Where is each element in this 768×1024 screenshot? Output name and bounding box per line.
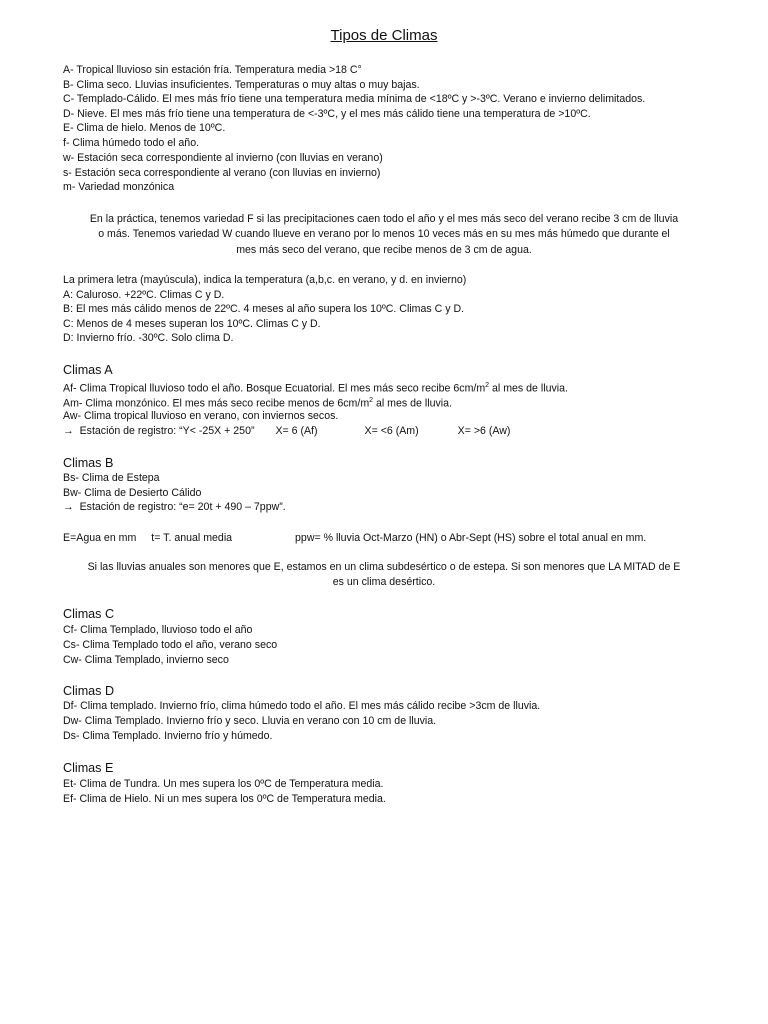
arrow-right-icon: →: [63, 501, 74, 513]
first-letter-line-1: La primera letra (mayúscula), indica la temperatura (a,b,c. en verano, y d. en invierno): [63, 274, 467, 286]
section-heading-climas-b: Climas B: [63, 456, 114, 470]
first-letter-line-2: A: Caluroso. +22ºC. Climas C y D.: [63, 289, 225, 301]
climas-b-def-t: t= T. anual media: [151, 532, 233, 544]
first-letter-line-5: D: Invierno frío. -30ºC. Solo clima D.: [63, 332, 234, 344]
climas-b-registro-label: Estación de registro: “e= 20t + 490 – 7ppw”.: [79, 501, 286, 513]
legend-line-f: f- Clima húmedo todo el año.: [63, 137, 200, 149]
climas-d-item: Dw- Clima Templado. Invierno frío y seco. Lluvia en verano con 10 cm de lluvia.: [63, 715, 437, 727]
legend-line-a: A- Tropical lluvioso sin estación fría. Temperatura media >18 C°: [63, 64, 362, 76]
climas-a-aw: Aw- Clima tropical lluvioso en verano, con inviernos secos.: [63, 410, 339, 422]
climas-b-bw: Bw- Clima de Desierto Cálido: [63, 487, 202, 499]
climas-a-registro: [63, 424, 510, 438]
climas-c-item: Cs- Clima Templado todo el año, verano seco: [63, 639, 278, 651]
climas-d-item: Ds- Clima Templado. Invierno frío y húmedo.: [63, 730, 273, 742]
practice-line-2: o más. Tenemos variedad W cuando llueve en verano por lo menos 10 veces más en su mes más húmedo que durante el: [98, 228, 670, 240]
arrow-right-icon: →: [63, 425, 74, 437]
climas-a-am-text-end: al mes de lluvia.: [373, 397, 452, 410]
climas-a-am-text: Am- Clima monzónico. El mes más seco recibe menos de 6cm/m: [63, 397, 370, 410]
practice-line-1: En la práctica, tenemos variedad F si las precipitaciones caen todo el año y el mes más seco del verano recibe 3 cm de lluvia: [89, 213, 679, 225]
climas-e-item: Et- Clima de Tundra. Un mes supera los 0ºC de Temperatura media.: [63, 778, 384, 790]
climas-a-af-sup: 2: [485, 382, 490, 389]
climas-c-item: Cf- Clima Templado, lluvioso todo el año: [63, 624, 253, 636]
climas-d-item: Df- Clima templado. Invierno frío, clima húmedo todo el año. El mes más cálido recibe >3cm de lluvia.: [63, 700, 541, 712]
legend-line-c: C- Templado-Cálido. El mes más frío tiene una temperatura media mínima de <18ºC y >-3ºC. Verano e invierno delimitados.: [63, 93, 646, 105]
climas-a-registro-x3: X= >6 (Aw): [457, 425, 511, 437]
climas-b-bs: Bs- Clima de Estepa: [63, 472, 160, 484]
climas-b-registro: [63, 500, 286, 514]
section-heading-climas-a: Climas A: [63, 363, 113, 377]
section-heading-climas-e: Climas E: [63, 761, 114, 775]
climas-a-registro-label: Estación de registro: “Y< -25X + 250”: [79, 425, 255, 437]
practice-line-3: mes más seco del verano, que recibe menos de 3 cm de agua.: [236, 244, 532, 256]
page-title: Tipos de Climas: [330, 27, 438, 44]
climas-a-af-text: Af- Clima Tropical lluvioso todo el año. Bosque Ecuatorial. El mes más seco recibe 6cm/m: [63, 382, 486, 395]
climas-a-am-sup: 2: [369, 397, 374, 404]
legend-line-m: m- Variedad monzónica: [63, 181, 175, 193]
climas-b-def-e: E=Agua en mm: [63, 532, 137, 544]
legend-line-b: B- Clima seco. Lluvias insuficientes. Temperaturas o muy altas o muy bajas.: [63, 79, 420, 91]
first-letter-line-4: C: Menos de 4 meses superan los 10ºC. Climas C y D.: [63, 318, 321, 330]
climas-a-registro-x2: X= <6 (Am): [364, 425, 419, 437]
legend-line-d: D- Nieve. El mes más frío tiene una temperatura de <-3ºC, y el mes más cálido tiene una temperatura de >10ºC.: [63, 108, 591, 120]
section-heading-climas-d: Climas D: [63, 684, 115, 698]
climas-c-item: Cw- Clima Templado, invierno seco: [63, 654, 229, 666]
climas-b-note-1: Si las lluvias anuales son menores que E, estamos en un clima subdesértico o de estepa. Si son menores que LA MITAD de E: [87, 561, 681, 573]
legend-line-s: s- Estación seca correspondiente al verano (con lluvias en invierno): [63, 167, 381, 179]
climas-b-note-2: es un clima desértico.: [332, 576, 436, 588]
legend-line-e: E- Clima de hielo. Menos de 10ºC.: [63, 122, 226, 134]
first-letter-line-3: B: El mes más cálido menos de 22ºC. 4 meses al año supera los 10ºC. Climas C y D.: [63, 303, 465, 315]
legend-line-w: w- Estación seca correspondiente al invierno (con lluvias en verano): [63, 152, 383, 164]
climas-a-registro-x1: X= 6 (Af): [275, 425, 318, 437]
climas-b-definitions: [63, 531, 646, 545]
climas-e-item: Ef- Clima de Hielo. Ni un mes supera los 0ºC de Temperatura media.: [63, 793, 386, 805]
climas-b-def-ppw: ppw= % lluvia Oct-Marzo (HN) o Abr-Sept (HS) sobre el total anual en mm.: [295, 532, 647, 544]
climas-a-af-text-end: al mes de lluvia.: [489, 382, 568, 395]
section-heading-climas-c: Climas C: [63, 607, 115, 621]
